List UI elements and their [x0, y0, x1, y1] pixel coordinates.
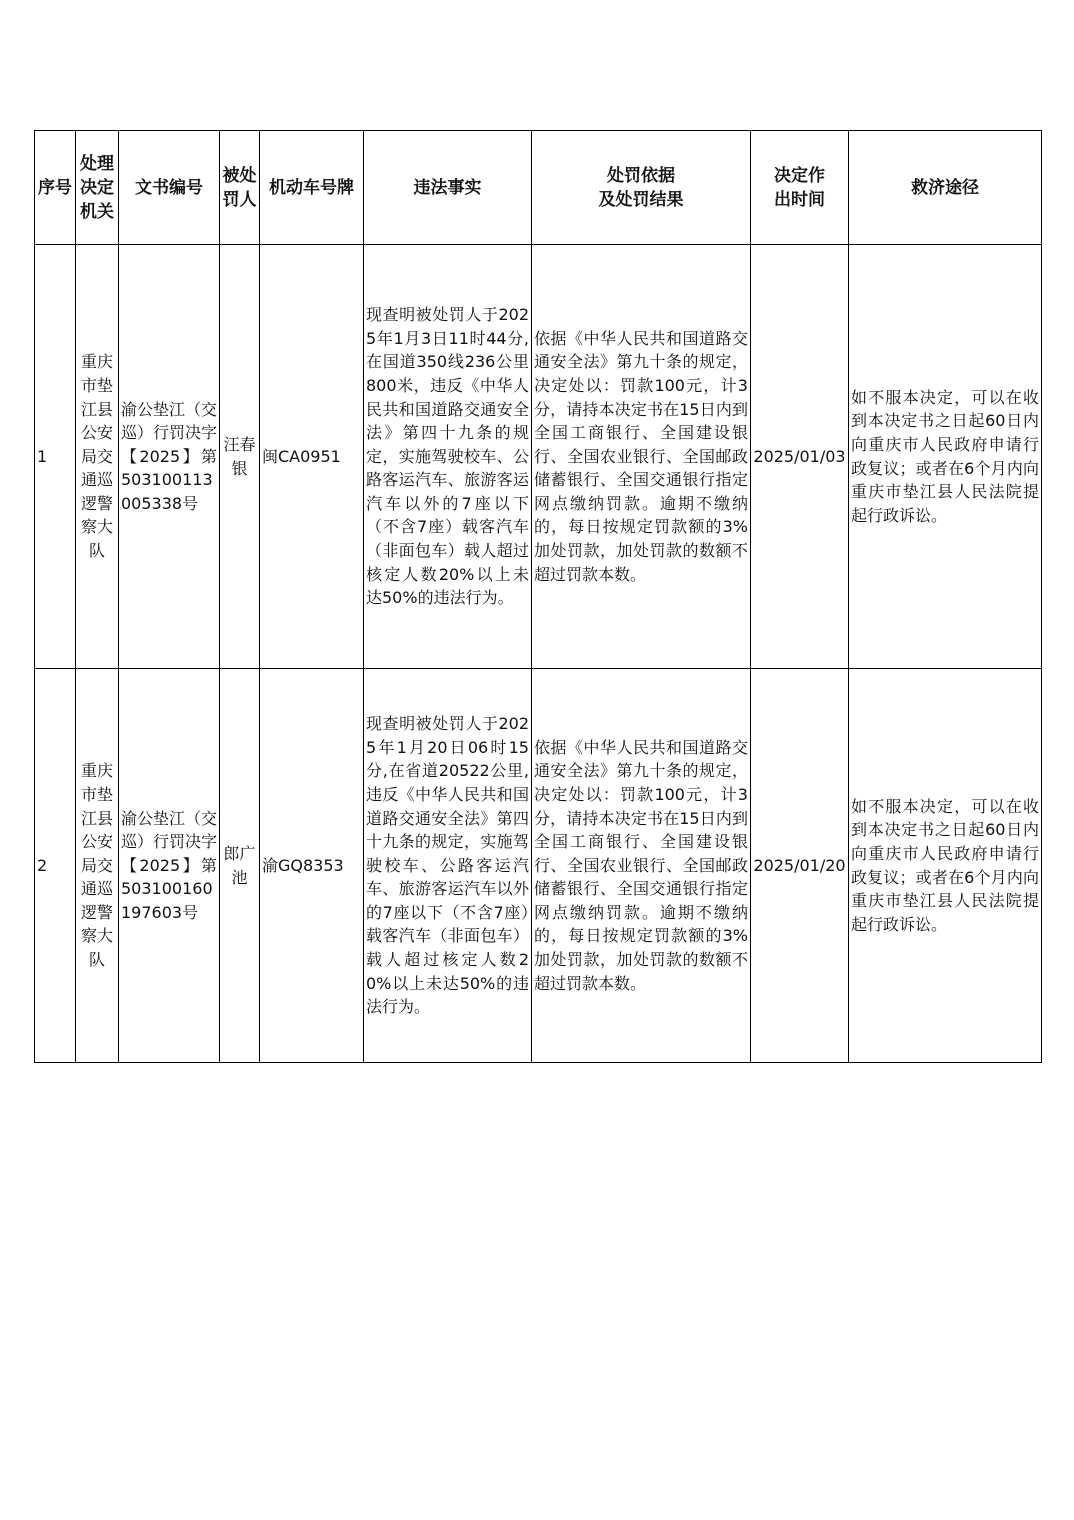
header-date — [751, 131, 849, 245]
cell-plate: 渝GQ8353 — [260, 669, 364, 1063]
header-person: 被处罚人 — [220, 131, 260, 245]
cell-basis: 依据《中华人民共和国道路交通安全法》第九十条的规定，决定处以：罚款100元，计3分，请持本决定书在15日内到全国工商银行、全国建设银行、全国农业银行、全国邮政储蓄银行、全国交通银行指定网点缴纳罚款。逾期不缴纳的，每日按规定罚款额的3%加处罚款，加处罚款的数额不超过罚款本数。 — [532, 245, 751, 669]
header-basis-line2: 及处罚结果 — [598, 189, 684, 210]
header-doc-no: 文书编号 — [119, 131, 220, 245]
cell-date: 2025/01/03 — [751, 245, 849, 669]
cell-remedy: 如不服本决定，可以在收到本决定书之日起60日内向重庆市人民政府申请行政复议；或者在6个月内向重庆市垫江县人民法院提起行政诉讼。 — [849, 245, 1042, 669]
cell-facts: 现查明被处罚人于2025年1月20日06时15分,在省道20522公里,违反《中华人民共和国道路交通安全法》第四十九条的规定，实施驾驶校车、公路客运汽车、旅游客运汽车以外的7座以下（不含7座）载客汽车（非面包车）载人超过核定人数20%以上未达50%的违法行为。 — [364, 669, 532, 1063]
table-row — [35, 669, 1042, 1063]
cell-remedy: 如不服本决定，可以在收到本决定书之日起60日内向重庆市人民政府申请行政复议；或者在6个月内向重庆市垫江县人民法院提起行政诉讼。 — [849, 669, 1042, 1063]
cell-agency: 重庆市垫江县公安局交通巡逻警察大队 — [76, 669, 119, 1063]
header-facts: 违法事实 — [364, 131, 532, 245]
cell-person: 汪春银 — [220, 245, 260, 669]
header-basis-line1: 处罚依据 — [607, 165, 675, 186]
header-date-line2: 出时间 — [774, 189, 825, 210]
penalty-table — [34, 130, 1042, 1063]
cell-doc-no: 渝公垫江（交巡）行罚决字【2025】第503100113005338号 — [119, 245, 220, 669]
cell-doc-no: 渝公垫江（交巡）行罚决字【2025】第503100160197603号 — [119, 669, 220, 1063]
header-agency: 处理决定机关 — [76, 131, 119, 245]
table-row — [35, 245, 1042, 669]
cell-date: 2025/01/20 — [751, 669, 849, 1063]
cell-basis: 依据《中华人民共和国道路交通安全法》第九十条的规定，决定处以：罚款100元，计3分，请持本决定书在15日内到全国工商银行、全国建设银行、全国农业银行、全国邮政储蓄银行、全国交通银行指定网点缴纳罚款。逾期不缴纳的，每日按规定罚款额的3%加处罚款，加处罚款的数额不超过罚款本数。 — [532, 669, 751, 1063]
cell-seq: 1 — [35, 245, 76, 669]
cell-plate: 闽CA0951 — [260, 245, 364, 669]
header-row — [35, 131, 1042, 245]
cell-facts: 现查明被处罚人于2025年1月3日11时44分,在国道350线236公里800米，违反《中华人民共和国道路交通安全法》第四十九条的规定，实施驾驶校车、公路客运汽车、旅游客运汽车以外的7座以下（不含7座）载客汽车（非面包车）载人超过核定人数20%以上未达50%的违法行为。 — [364, 245, 532, 669]
cell-agency: 重庆市垫江县公安局交通巡逻警察大队 — [76, 245, 119, 669]
header-remedy: 救济途径 — [849, 131, 1042, 245]
header-date-line1: 决定作 — [774, 165, 825, 186]
header-seq: 序号 — [35, 131, 76, 245]
header-plate: 机动车号牌 — [260, 131, 364, 245]
header-basis — [532, 131, 751, 245]
cell-person: 郎广池 — [220, 669, 260, 1063]
cell-seq: 2 — [35, 669, 76, 1063]
